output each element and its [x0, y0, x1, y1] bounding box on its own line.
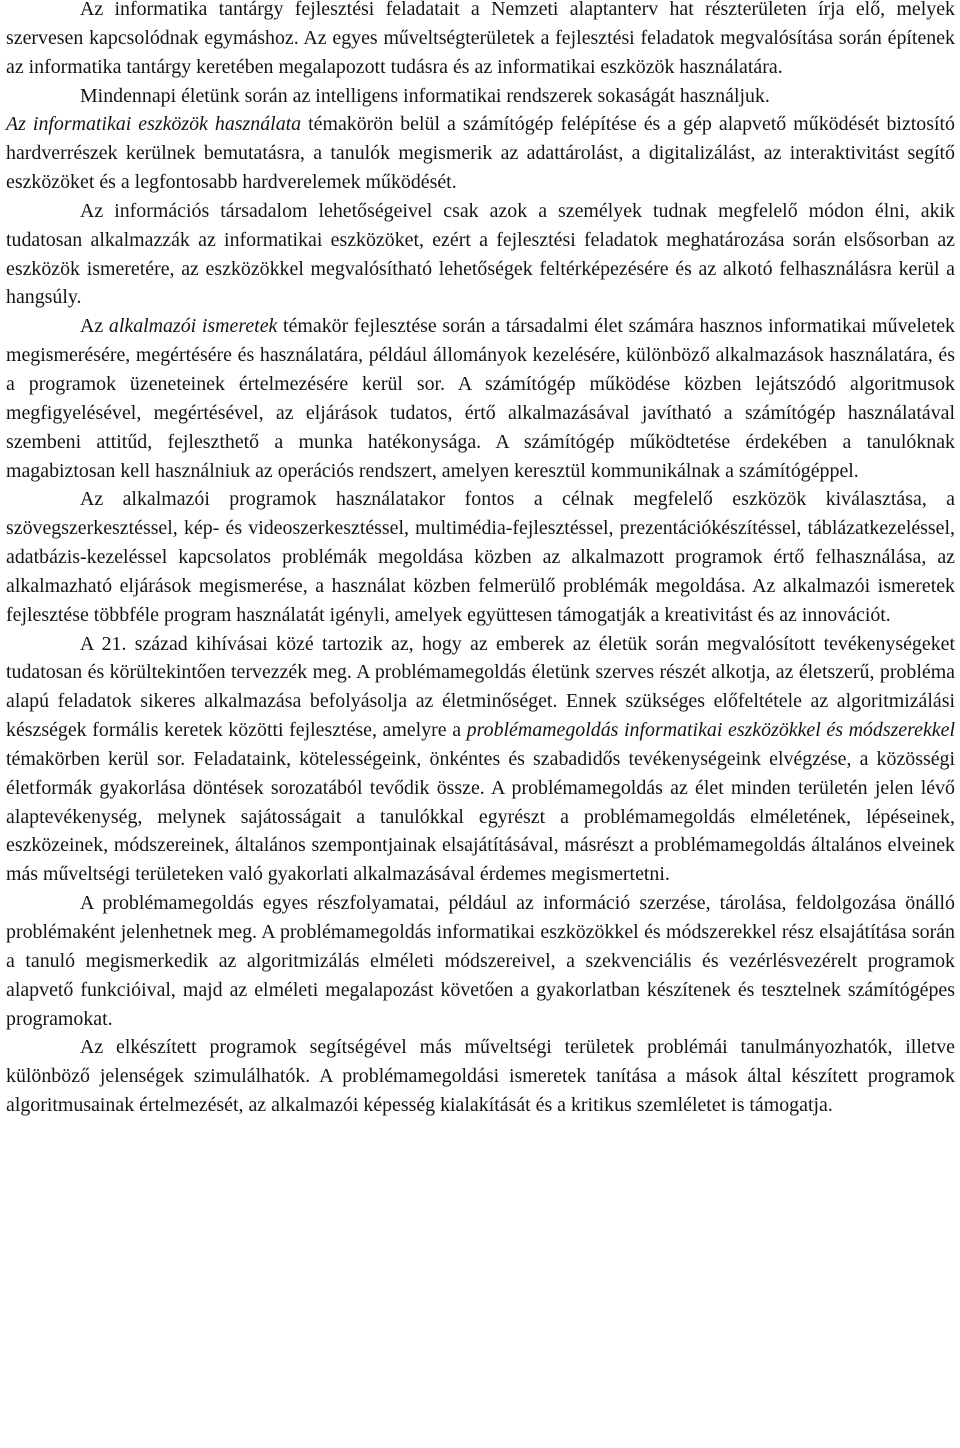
paragraph-device-usage — [6, 110, 955, 197]
topic-title-device-usage: Az informatikai eszközök használata — [6, 113, 302, 136]
paragraph-problem-solving-body: témakörben kerül sor. Feladataink, kötelességeink, önkéntes és szabadidős tevékenységeink elvégzése, a közösségi életformák gyakorlása döntések sorozatából tevődik össze. A problémamegoldás az élet minden területén jelen lévő alaptevékenység, melynek sajátosságait a tanulókkal egyrészt a problémamegoldás elméletének, lépéseinek, eszközeinek, módszereinek, általános szempontjainak elsajátításával, másrészt a problémamegoldás általános elveinek más műveltségi területeken való gyakorlati alkalmazásával érdemes megismertetni. — [6, 747, 955, 886]
paragraph-application-knowledge-body: témakör fejlesztése során a társadalmi élet számára hasznos informatikai műveletek megismerésére, megértésére és használatára, például állományok kezelésére, különböző alkalmazások használatára, és a programok üzeneteinek értelmezésére kerül sor. A számítógép működése közben lejátszódó algoritmusok megfigyelésével, megértésével, az eljárások tudatos, értő alkalmazásával javítható a számítógép használatával szembeni attitűd, fejleszthető a munka hatékonysága. A számítógép működtetése érdekében a tanulóknak magabiztosan kell használniuk az operációs rendszert, amelyen keresztül kommunikálnak a számítógéppel. — [6, 315, 955, 482]
paragraph-programs-simulation: Az elkészített programok segítségével más műveltségi területek problémái tanulmányozhatók, illetve különböző jelenségek szimulálhatók. A problémamegoldási ismeretek tanítása a mások által készített programok algoritmusainak értelmezését, az alkalmazói képesség kialakítását és a kritikus szemléletet is támogatja. — [6, 1036, 955, 1117]
paragraph-everyday-life: Mindennapi életünk során az intelligens informatikai rendszerek sokaságát használjuk. — [80, 84, 770, 107]
paragraph-application-knowledge — [6, 312, 955, 485]
paragraph-intro: Az informatika tantárgy fejlesztési feladatait a Nemzeti alaptanterv hat részterületen írja elő, melyek szervesen kapcsolódnak egymáshoz. Az egyes műveltségterületek a fejlesztési feladatok megvalósítása során építenek az informatika tantárgy keretében megalapozott tudásra és az informatikai eszközök használatára. — [6, 0, 955, 78]
paragraph-problem-solving-lead: A 21. század kihívásai közé tartozik az, hogy az emberek az életük során megvalósított tevékenységeket tudatosan és körültekintően tervezzék meg. A problémamegoldás életünk szerves részét alkotja, az életszerű, probléma alapú feladatok sikeres alkalmazása befolyásolja az életminőséget. Ennek szükséges előfeltétele az algoritmizálási készségek formális keretek közötti fejlesztése, amelyre a — [6, 632, 955, 742]
paragraph-application-knowledge-lead: Az — [80, 315, 109, 338]
document-page — [6, 0, 955, 1120]
topic-title-application-knowledge: alkalmazói ismeretek — [108, 315, 278, 338]
topic-title-problem-solving: problémamegoldás informatikai eszközökkel és módszerekkel — [466, 719, 955, 742]
paragraph-subprocesses: A problémamegoldás egyes részfolyamatai, például az információ szerzése, tárolása, feldolgozása önálló problémaként jelenhetnek meg. A problémamegoldás informatikai eszközökkel és módszerekkel rész elsajátítása során a tanuló megismerkedik az algoritmizálás elméleti módszereivel, a szekvenciális és vezérlésvezérelt programok alapvető funkcióival, majd az elméleti megalapozást követően a gyakorlatban készítenek és tesztelnek számítógépes programokat. — [6, 892, 955, 1030]
paragraph-application-programs: Az alkalmazói programok használatakor fontos a célnak megfelelő eszközök kiválasztása, a szövegszerkesztéssel, kép- és videoszerkesztéssel, multimédia-fejlesztéssel, prezentációkészítéssel, táblázatkezeléssel, adatbázis-kezeléssel kapcsolatos problémák megoldása közben az alkalmazott programok értő felhasználása, az alkalmazható eljárások megismerése, a használat közben felmerülő problémák megoldása. Az alkalmazói ismeretek fejlesztése többféle program használatát igényli, amelyek együttesen támogatják a kreativitást és az innovációt. — [6, 488, 955, 626]
paragraph-problem-solving — [6, 630, 955, 890]
paragraph-device-usage-body: témakörön belül a számítógép felépítése és a gép alapvető működését biztosító hardverrészek kerülnek bemutatásra, a tanulók megismerik az adattárolást, a digitalizálást, az interaktivitást segítő eszközöket és a legfontosabb hardverelemek működését. — [6, 113, 955, 194]
paragraph-information-society: Az információs társadalom lehetőségeivel csak azok a személyek tudnak megfelelő módon élni, akik tudatosan alkalmazzák az informatikai eszközöket, ezért a fejlesztési feladatok meghatározása során elsősorban az eszközök ismeretére, az eszközökkel megvalósítható lehetőségek feltérképezésére és az alkotó felhasználásra kerül a hangsúly. — [6, 199, 955, 309]
